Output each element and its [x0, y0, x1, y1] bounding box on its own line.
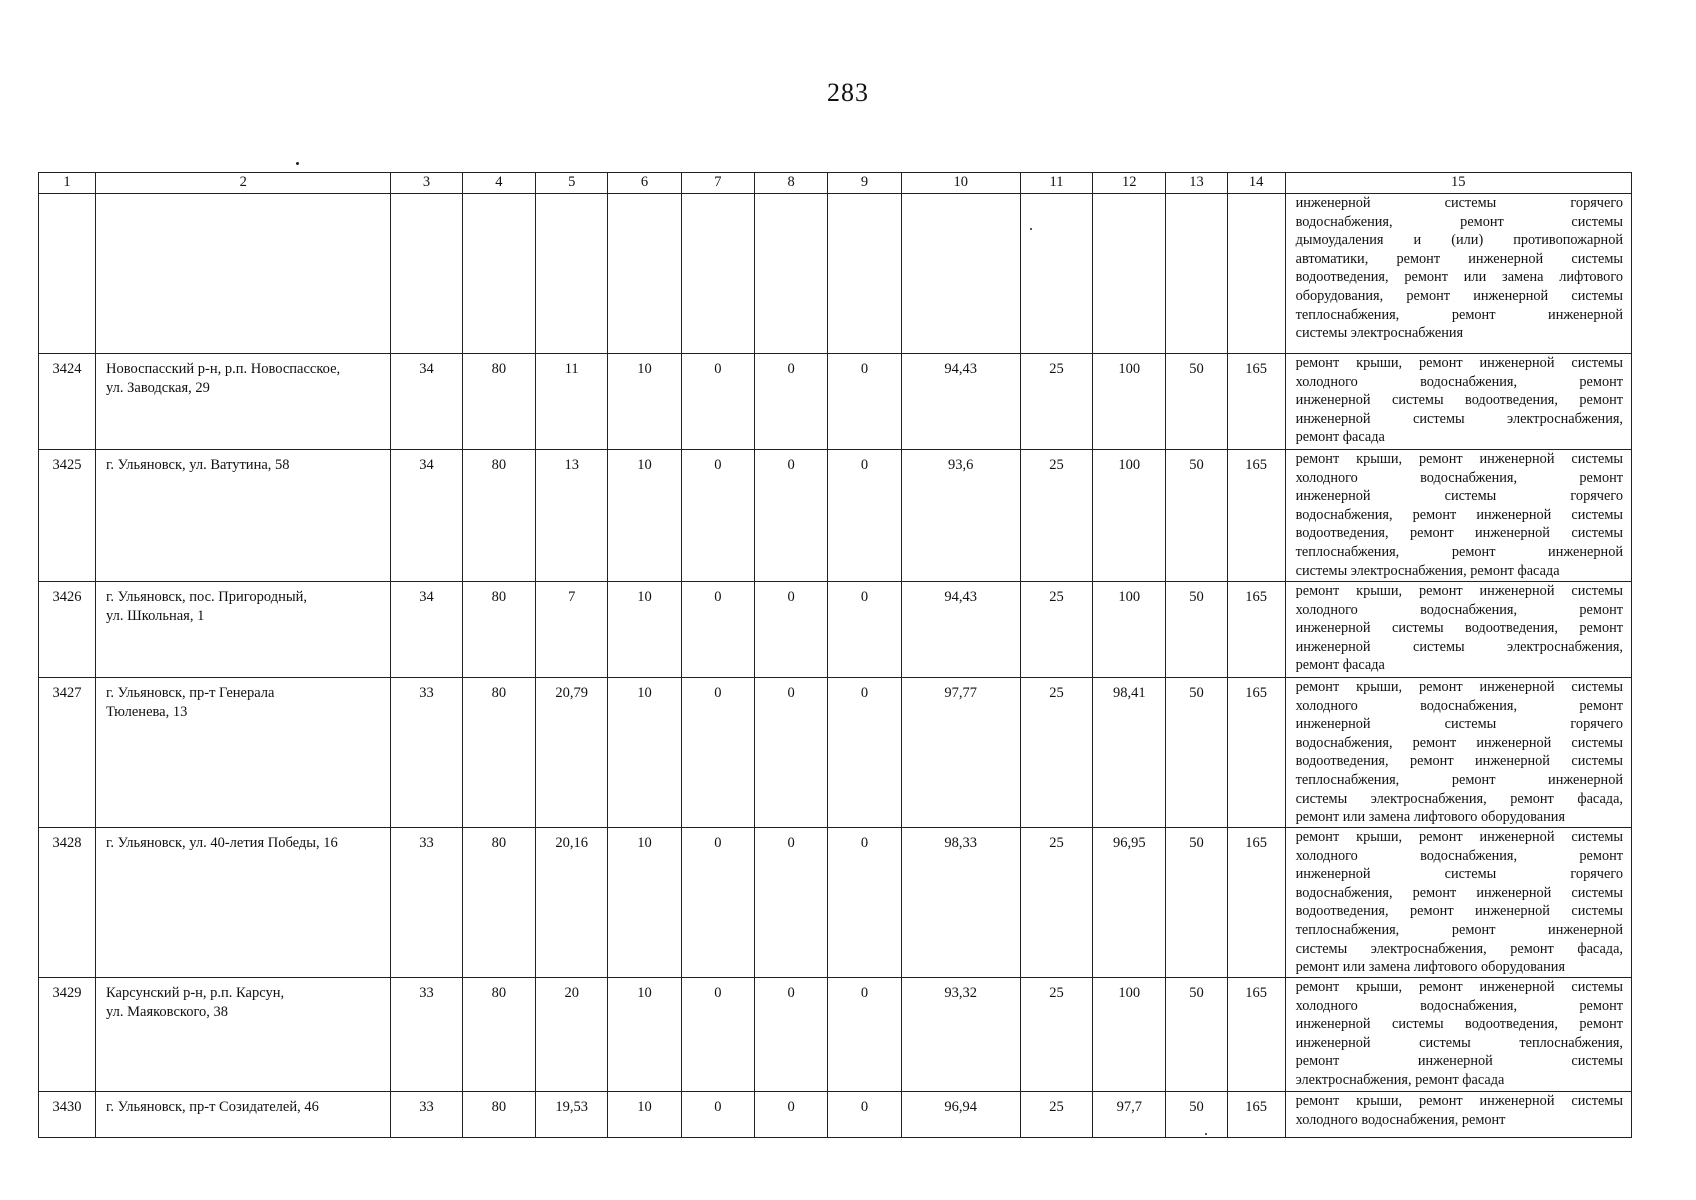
cell-c4: 80 — [462, 1092, 535, 1138]
cell-c6: 10 — [608, 450, 681, 582]
works-line: ремонт фасада — [1295, 657, 1385, 674]
column-header-13: 13 — [1166, 173, 1227, 194]
cell-c9: 0 — [828, 678, 901, 828]
works-line: холодного водоснабжения, ремонт — [1295, 697, 1623, 714]
works-line: холодного водоснабжения, ремонт — [1295, 847, 1623, 864]
works-line: системы электроснабжения, ремонт фасада, — [1295, 790, 1623, 807]
cell-c4: 80 — [462, 582, 535, 678]
cell-c5: 20 — [536, 978, 608, 1092]
cell-c13: 50 — [1166, 450, 1227, 582]
cell-c10: 96,94 — [901, 1092, 1020, 1138]
table-row — [39, 1092, 1632, 1138]
column-header-2: 2 — [96, 173, 391, 194]
cell-c11: 25 — [1020, 1092, 1092, 1138]
cell-number — [39, 194, 96, 354]
column-header-10: 10 — [901, 173, 1020, 194]
cell-c7: 0 — [681, 450, 754, 582]
cell-c3: 34 — [391, 354, 462, 450]
cell-c7: 0 — [681, 1092, 754, 1138]
cell-c11: 25 — [1020, 828, 1092, 978]
cell-c11: 25 — [1020, 678, 1092, 828]
column-number-row — [39, 173, 1632, 194]
column-header-1: 1 — [39, 173, 96, 194]
cell-c5: 13 — [536, 450, 608, 582]
column-header-5: 5 — [536, 173, 608, 194]
cell-c9: 0 — [828, 354, 901, 450]
works-line: водоотведения, ремонт инженерной системы — [1295, 753, 1623, 770]
cell-address: г. Ульяновск, пр-т Созидателей, 46 — [96, 1092, 391, 1138]
cell-c13: 50 — [1166, 354, 1227, 450]
works-line: ремонт или замена лифтового оборудования — [1295, 959, 1566, 976]
cell-c7: 0 — [681, 828, 754, 978]
table-row — [39, 582, 1632, 678]
cell-c14: 165 — [1227, 828, 1285, 978]
cell-c9: 0 — [828, 582, 901, 678]
works-line: ремонт фасада — [1295, 429, 1385, 446]
column-header-6: 6 — [608, 173, 681, 194]
cell-c3: 34 — [391, 582, 462, 678]
cell-c9: 0 — [828, 450, 901, 582]
cell-c10: 97,77 — [901, 678, 1020, 828]
cell-address: г. Ульяновск, ул. 40-летия Победы, 16 — [96, 828, 391, 978]
cell-c13: 50 — [1166, 978, 1227, 1092]
cell-address: Новоспасский р-н, р.п. Новоспасское, ул. Заводская, 29 — [96, 354, 391, 450]
works-line: ремонт крыши, ремонт инженерной системы — [1295, 679, 1623, 695]
cell-c10: 98,33 — [901, 828, 1020, 978]
works-line: инженерной системы горячего — [1295, 488, 1623, 505]
works-line: электроснабжения, ремонт фасада — [1295, 1071, 1505, 1088]
works-line: инженерной системы теплоснабжения, — [1295, 1034, 1623, 1051]
cell-c4: 80 — [462, 978, 535, 1092]
cell-c11: 25 — [1020, 978, 1092, 1092]
works-line: системы электроснабжения, ремонт фасада — [1295, 562, 1560, 579]
column-header-4: 4 — [462, 173, 535, 194]
works-line: водоотведения, ремонт или замена лифтового — [1295, 269, 1623, 286]
cell-c12: 97,7 — [1093, 1092, 1166, 1138]
works-line: теплоснабжения, ремонт инженерной — [1295, 921, 1623, 938]
cell-c5: 20,16 — [536, 828, 608, 978]
works-line: водоснабжения, ремонт инженерной системы — [1295, 506, 1623, 523]
cell-c10: 94,43 — [901, 354, 1020, 450]
cell-c14: 165 — [1227, 678, 1285, 828]
works-line: автоматики, ремонт инженерной системы — [1295, 250, 1623, 267]
cell-c14: 165 — [1227, 354, 1285, 450]
works-line: теплоснабжения, ремонт инженерной — [1295, 306, 1623, 323]
cell-c3: 33 — [391, 678, 462, 828]
cell-c14: 165 — [1227, 582, 1285, 678]
table-row — [39, 978, 1632, 1092]
works-line: инженерной системы водоотведения, ремонт — [1295, 620, 1623, 637]
cell-c14: 165 — [1227, 450, 1285, 582]
cell-works — [1285, 828, 1631, 978]
cell-c4: 80 — [462, 678, 535, 828]
works-line: инженерной системы электроснабжения, — [1295, 410, 1623, 427]
cell-c5: 20,79 — [536, 678, 608, 828]
cell-c3: 33 — [391, 1092, 462, 1138]
cell-c3: 33 — [391, 828, 462, 978]
cell-c10: 93,32 — [901, 978, 1020, 1092]
table-row — [39, 828, 1632, 978]
works-line: оборудования, ремонт инженерной системы — [1295, 287, 1623, 304]
cell-c12: 100 — [1093, 978, 1166, 1092]
cell-c7: 0 — [681, 678, 754, 828]
cell-c6: 10 — [608, 1092, 681, 1138]
works-line: системы электроснабжения — [1295, 325, 1464, 342]
cell-c14: 165 — [1227, 978, 1285, 1092]
cell-c8: 0 — [755, 828, 828, 978]
works-line: инженерной системы горячего — [1295, 716, 1623, 733]
works-line: водоснабжения, ремонт инженерной системы — [1295, 734, 1623, 751]
works-line: инженерной системы электроснабжения, — [1295, 638, 1623, 655]
column-header-11: 11 — [1020, 173, 1092, 194]
cell-works — [1285, 582, 1631, 678]
cell-address: Карсунский р-н, р.п. Карсун, ул. Маяковского, 38 — [96, 978, 391, 1092]
cell-number: 3428 — [39, 828, 96, 978]
works-line: водоснабжения, ремонт системы — [1295, 213, 1623, 230]
works-line: ремонт инженерной системы — [1295, 1053, 1623, 1070]
works-line: ремонт крыши, ремонт инженерной системы — [1295, 355, 1623, 371]
cell-c12: 98,41 — [1093, 678, 1166, 828]
cell-c13: 50 — [1166, 828, 1227, 978]
cell-number: 3426 — [39, 582, 96, 678]
works-line: ремонт или замена лифтового оборудования — [1295, 809, 1566, 826]
table-row — [39, 354, 1632, 450]
cell-c6: 10 — [608, 582, 681, 678]
column-header-9: 9 — [828, 173, 901, 194]
cell-c13: 50 — [1166, 582, 1227, 678]
works-line: ремонт крыши, ремонт инженерной системы — [1295, 1093, 1623, 1109]
cell-c9: 0 — [828, 828, 901, 978]
column-header-15: 15 — [1285, 173, 1631, 194]
cell-number: 3425 — [39, 450, 96, 582]
cell-c9: 0 — [828, 1092, 901, 1138]
cell-address: г. Ульяновск, пр-т Генерала Тюленева, 13 — [96, 678, 391, 828]
cell-c13: 50 — [1166, 1092, 1227, 1138]
table-body — [39, 194, 1632, 1138]
cell-c8: 0 — [755, 1092, 828, 1138]
cell-c3: 34 — [391, 450, 462, 582]
page-number: 283 — [827, 78, 869, 107]
cell-c7: 0 — [681, 354, 754, 450]
works-line: холодного водоснабжения, ремонт — [1295, 601, 1623, 618]
works-line: водоснабжения, ремонт инженерной системы — [1295, 884, 1623, 901]
cell-c14: 165 — [1227, 1092, 1285, 1138]
column-header-8: 8 — [755, 173, 828, 194]
works-line: ремонт крыши, ремонт инженерной системы — [1295, 583, 1623, 599]
works-line: ремонт крыши, ремонт инженерной системы — [1295, 979, 1623, 995]
cell-c12: 100 — [1093, 354, 1166, 450]
housing-repair-table — [38, 172, 1632, 1138]
cell-c4: 80 — [462, 354, 535, 450]
cell-c8: 0 — [755, 354, 828, 450]
cell-c8: 0 — [755, 582, 828, 678]
cell-c9: 0 — [828, 978, 901, 1092]
works-line: ремонт крыши, ремонт инженерной системы — [1295, 451, 1623, 467]
cell-c7: 0 — [681, 582, 754, 678]
cell-number: 3424 — [39, 354, 96, 450]
cell-c5: 11 — [536, 354, 608, 450]
table-row — [39, 450, 1632, 582]
works-line: холодного водоснабжения, ремонт — [1295, 469, 1623, 486]
cell-address: г. Ульяновск, ул. Ватутина, 58 — [96, 450, 391, 582]
works-line: ремонт крыши, ремонт инженерной системы — [1295, 829, 1623, 845]
cell-works — [1285, 194, 1631, 354]
cell-c13: 50 — [1166, 678, 1227, 828]
cell-works — [1285, 354, 1631, 450]
column-header-12: 12 — [1093, 173, 1166, 194]
cell-c4: 80 — [462, 450, 535, 582]
works-line: холодного водоснабжения, ремонт — [1295, 373, 1623, 390]
works-line: холодного водоснабжения, ремонт — [1295, 997, 1623, 1014]
cell-works — [1285, 678, 1631, 828]
cell-number: 3427 — [39, 678, 96, 828]
cell-address — [96, 194, 391, 354]
cell-c11: 25 — [1020, 354, 1092, 450]
cell-c12: 100 — [1093, 450, 1166, 582]
cell-c4: 80 — [462, 828, 535, 978]
column-header-3: 3 — [391, 173, 462, 194]
works-line: холодного водоснабжения, ремонт — [1295, 1111, 1506, 1128]
cell-c6: 10 — [608, 828, 681, 978]
works-line: инженерной системы водоотведения, ремонт — [1295, 392, 1623, 409]
column-header-14: 14 — [1227, 173, 1285, 194]
continuation-row — [39, 194, 1632, 354]
cell-works — [1285, 450, 1631, 582]
cell-c5: 19,53 — [536, 1092, 608, 1138]
works-line: инженерной системы горячего — [1295, 195, 1623, 211]
cell-address: г. Ульяновск, пос. Пригородный, ул. Школьная, 1 — [96, 582, 391, 678]
works-line: водоотведения, ремонт инженерной системы — [1295, 903, 1623, 920]
cell-c8: 0 — [755, 450, 828, 582]
works-line: дымоудаления и (или) противопожарной — [1295, 232, 1623, 249]
cell-c5: 7 — [536, 582, 608, 678]
works-line: системы электроснабжения, ремонт фасада, — [1295, 940, 1623, 957]
cell-c8: 0 — [755, 678, 828, 828]
cell-c8: 0 — [755, 978, 828, 1092]
cell-works — [1285, 978, 1631, 1092]
cell-c11: 25 — [1020, 582, 1092, 678]
works-line: водоотведения, ремонт инженерной системы — [1295, 525, 1623, 542]
cell-c12: 100 — [1093, 582, 1166, 678]
cell-c12: 96,95 — [1093, 828, 1166, 978]
cell-number: 3429 — [39, 978, 96, 1092]
works-line: инженерной системы горячего — [1295, 866, 1623, 883]
cell-c7: 0 — [681, 978, 754, 1092]
works-line: теплоснабжения, ремонт инженерной — [1295, 771, 1623, 788]
column-header-7: 7 — [681, 173, 754, 194]
scan-speck — [296, 162, 299, 165]
table-row — [39, 678, 1632, 828]
works-line: теплоснабжения, ремонт инженерной — [1295, 543, 1623, 560]
cell-c6: 10 — [608, 354, 681, 450]
works-line: инженерной системы водоотведения, ремонт — [1295, 1016, 1623, 1033]
cell-c10: 93,6 — [901, 450, 1020, 582]
cell-works — [1285, 1092, 1631, 1138]
cell-number: 3430 — [39, 1092, 96, 1138]
cell-c6: 10 — [608, 678, 681, 828]
cell-c6: 10 — [608, 978, 681, 1092]
cell-c11: 25 — [1020, 450, 1092, 582]
cell-c10: 94,43 — [901, 582, 1020, 678]
cell-c3: 33 — [391, 978, 462, 1092]
